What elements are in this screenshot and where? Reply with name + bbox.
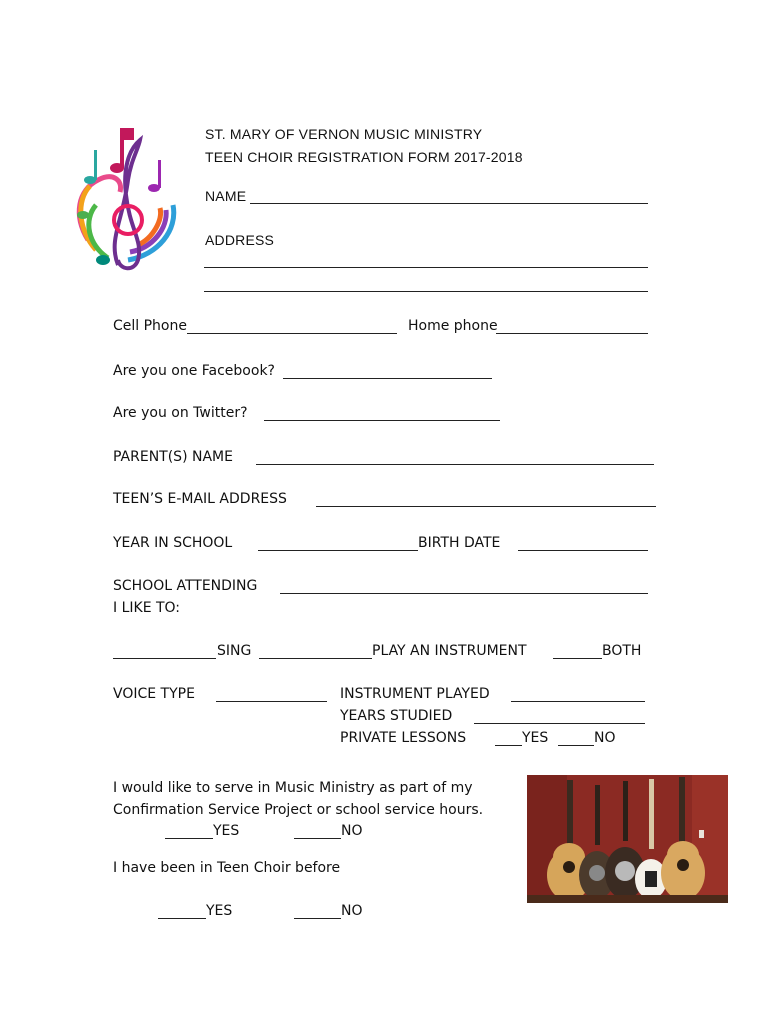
ministry-no-label: NO: [341, 823, 363, 839]
guitars-photo: [527, 775, 728, 903]
twitter-line[interactable]: [264, 420, 500, 421]
music-notes-logo-icon: [68, 120, 188, 280]
teen-choir-yes-line[interactable]: [158, 918, 206, 919]
address-label: ADDRESS: [205, 232, 275, 248]
years-studied-label: YEARS STUDIED: [340, 708, 453, 724]
facebook-label: Are you one Facebook?: [113, 363, 275, 379]
org-title: ST. MARY OF VERNON MUSIC MINISTRY: [205, 126, 483, 142]
ministry-no-line[interactable]: [294, 838, 341, 839]
years-studied-line[interactable]: [474, 723, 645, 724]
teen-choir-yes-label: YES: [206, 903, 233, 919]
teen-choir-no-label: NO: [341, 903, 363, 919]
teen-email-line[interactable]: [316, 506, 656, 507]
private-lessons-no-line[interactable]: [558, 745, 594, 746]
cell-phone-label: Cell Phone: [113, 318, 187, 334]
voice-type-label: VOICE TYPE: [113, 686, 195, 702]
sing-line[interactable]: [113, 658, 216, 659]
birth-date-line[interactable]: [518, 550, 648, 551]
sing-label: SING: [217, 643, 252, 659]
private-lessons-no-label: NO: [594, 730, 616, 746]
address-line-2[interactable]: [204, 291, 648, 292]
parent-name-label: PARENT(S) NAME: [113, 449, 233, 465]
twitter-label: Are you on Twitter?: [113, 405, 248, 421]
instrument-played-label: INSTRUMENT PLAYED: [340, 686, 490, 702]
ministry-yes-line[interactable]: [165, 838, 213, 839]
teen-choir-no-line[interactable]: [294, 918, 341, 919]
play-instrument-label: PLAY AN INSTRUMENT: [372, 643, 527, 659]
home-phone-label: Home phone: [408, 318, 498, 334]
year-in-school-label: YEAR IN SCHOOL: [113, 535, 233, 551]
private-lessons-yes-label: YES: [522, 730, 549, 746]
school-attending-label: SCHOOL ATTENDING: [113, 578, 258, 594]
play-instrument-line[interactable]: [259, 658, 372, 659]
home-phone-line[interactable]: [496, 333, 648, 334]
name-input-line[interactable]: [250, 203, 648, 204]
private-lessons-label: PRIVATE LESSONS: [340, 730, 467, 746]
birth-date-label: BIRTH DATE: [418, 535, 501, 551]
facebook-line[interactable]: [283, 378, 492, 379]
parent-name-line[interactable]: [256, 464, 654, 465]
form-title: TEEN CHOIR REGISTRATION FORM 2017-2018: [205, 149, 523, 165]
ministry-text-line-2: Confirmation Service Project or school service hours.: [113, 802, 484, 818]
address-line-1[interactable]: [204, 267, 648, 268]
name-label: NAME: [205, 188, 247, 204]
teen-email-label: TEEN’S E-MAIL ADDRESS: [113, 491, 287, 507]
cell-phone-line[interactable]: [187, 333, 397, 334]
instrument-played-line[interactable]: [511, 701, 645, 702]
ministry-text-line-1: I would like to serve in Music Ministry as part of my: [113, 780, 473, 796]
ministry-yes-label: YES: [213, 823, 240, 839]
voice-type-line[interactable]: [216, 701, 327, 702]
i-like-to-label: I LIKE TO:: [113, 600, 181, 616]
private-lessons-yes-line[interactable]: [495, 745, 522, 746]
school-attending-line[interactable]: [280, 593, 648, 594]
year-in-school-line[interactable]: [258, 550, 418, 551]
teen-choir-question: I have been in Teen Choir before: [113, 860, 341, 876]
both-label: BOTH: [602, 643, 642, 659]
both-line[interactable]: [553, 658, 602, 659]
